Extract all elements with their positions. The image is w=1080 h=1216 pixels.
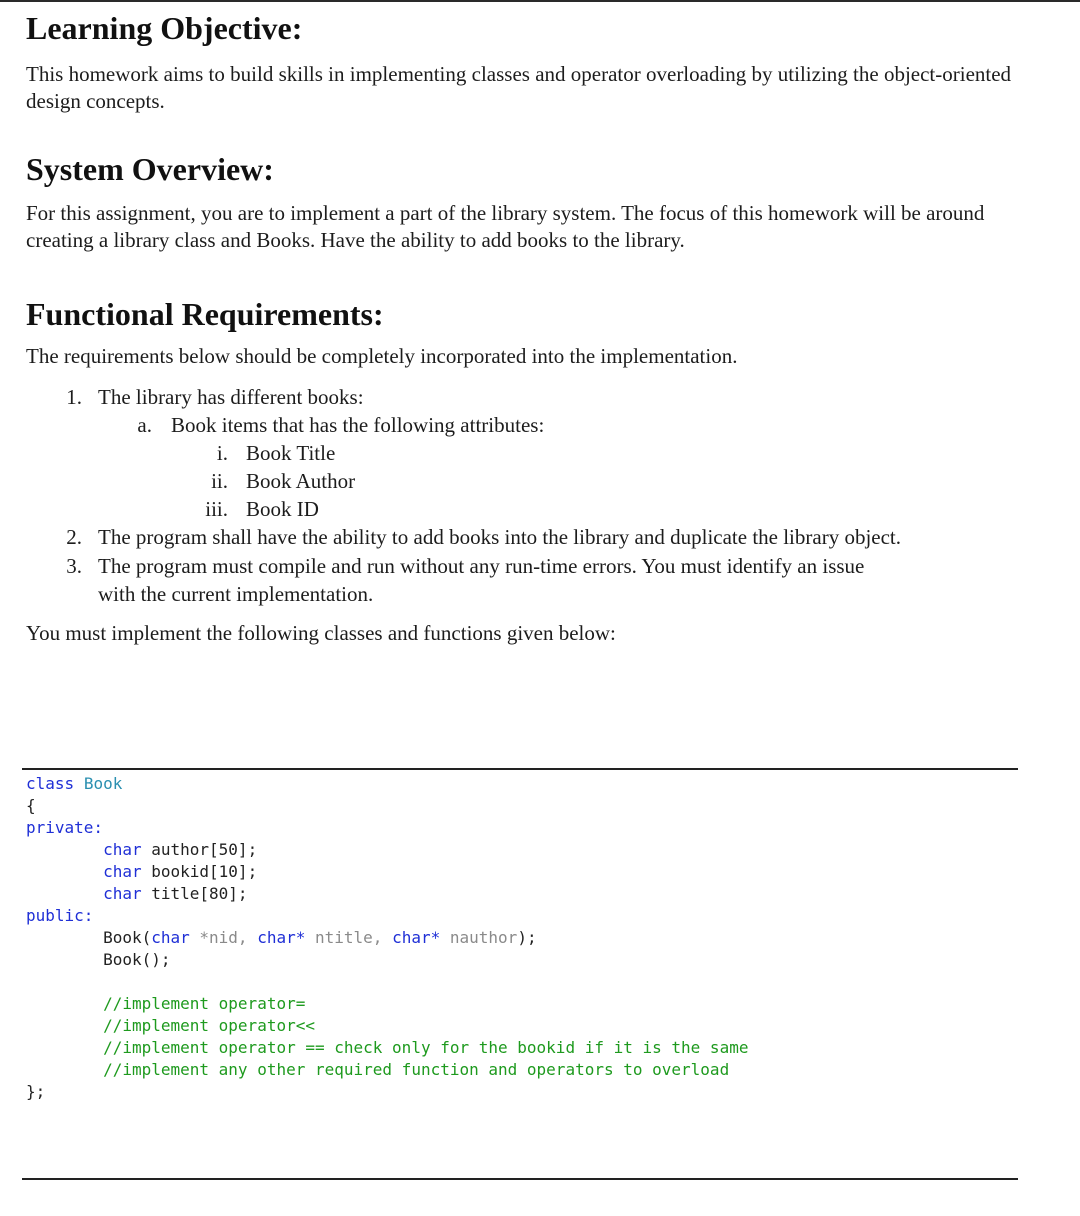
code-member: author[50]; bbox=[151, 840, 258, 859]
list-text: The program shall have the ability to add books into the library and duplicate the library object. bbox=[98, 525, 902, 549]
list-number: 2. bbox=[66, 525, 82, 549]
code-member: title[80]; bbox=[151, 884, 248, 903]
code-type: char* bbox=[257, 928, 306, 947]
code-type: char bbox=[103, 862, 142, 881]
learning-objective-text: This homework aims to build skills in implementing classes and operator overloading by utilizing the object-oriented design concepts. bbox=[26, 62, 1012, 113]
list-text: Book ID bbox=[246, 497, 319, 521]
list-number: ii. bbox=[211, 469, 228, 493]
system-overview-text: For this assignment, you are to implement a part of the library system. The focus of this homework will be around creating a library class and Books. Have the ability to add books to the library. bbox=[26, 201, 985, 252]
system-overview-heading: System Overview: bbox=[26, 151, 274, 187]
list-text: The program must compile and run without any run-time errors. You must identify an issue bbox=[98, 554, 865, 578]
code-block bbox=[26, 773, 748, 1103]
code-top-rule bbox=[22, 768, 1018, 770]
functional-requirements-heading: Functional Requirements: bbox=[26, 296, 384, 332]
requirements-closing: You must implement the following classes and functions given below: bbox=[26, 621, 616, 645]
code-bottom-rule bbox=[22, 1178, 1018, 1180]
code-brace: { bbox=[26, 796, 36, 815]
list-text: Book items that has the following attributes: bbox=[171, 413, 545, 437]
list-number: 1. bbox=[66, 385, 82, 409]
code-ctor: Book( bbox=[103, 928, 152, 947]
list-text: Book Author bbox=[246, 469, 356, 493]
code-comment: //implement any other required function and operators to overload bbox=[103, 1060, 730, 1079]
code-keyword: class bbox=[26, 774, 75, 793]
code-member: bookid[10]; bbox=[151, 862, 258, 881]
code-keyword: private: bbox=[26, 818, 104, 837]
code-close: }; bbox=[26, 1082, 46, 1101]
code-keyword: public: bbox=[26, 906, 94, 925]
code-param: ntitle, bbox=[305, 928, 393, 947]
requirements-intro: The requirements below should be completely incorporated into the implementation. bbox=[26, 344, 738, 368]
code-ctor-end: ); bbox=[517, 928, 537, 947]
code-comment: //implement operator<< bbox=[103, 1016, 315, 1035]
list-number: 3. bbox=[66, 554, 82, 578]
list-text: The library has different books: bbox=[98, 385, 364, 409]
list-number: a. bbox=[137, 413, 152, 437]
top-rule bbox=[0, 0, 1080, 2]
code-comment: //implement operator == check only for the bookid if it is the same bbox=[103, 1038, 749, 1057]
code-type: char bbox=[103, 840, 142, 859]
code-param: *nid, bbox=[189, 928, 258, 947]
code-type: char bbox=[151, 928, 190, 947]
list-text: with the current implementation. bbox=[98, 582, 374, 606]
list-text: Book Title bbox=[246, 441, 336, 465]
learning-objective-heading: Learning Objective: bbox=[26, 10, 303, 46]
code-type: char* bbox=[392, 928, 441, 947]
code-type: char bbox=[103, 884, 142, 903]
list-number: i. bbox=[216, 441, 228, 465]
code-class-name: Book bbox=[83, 774, 123, 793]
code-param: nauthor bbox=[440, 928, 518, 947]
list-number: iii. bbox=[205, 497, 228, 521]
code-default-ctor: Book(); bbox=[103, 950, 171, 969]
code-comment: //implement operator= bbox=[103, 994, 306, 1013]
